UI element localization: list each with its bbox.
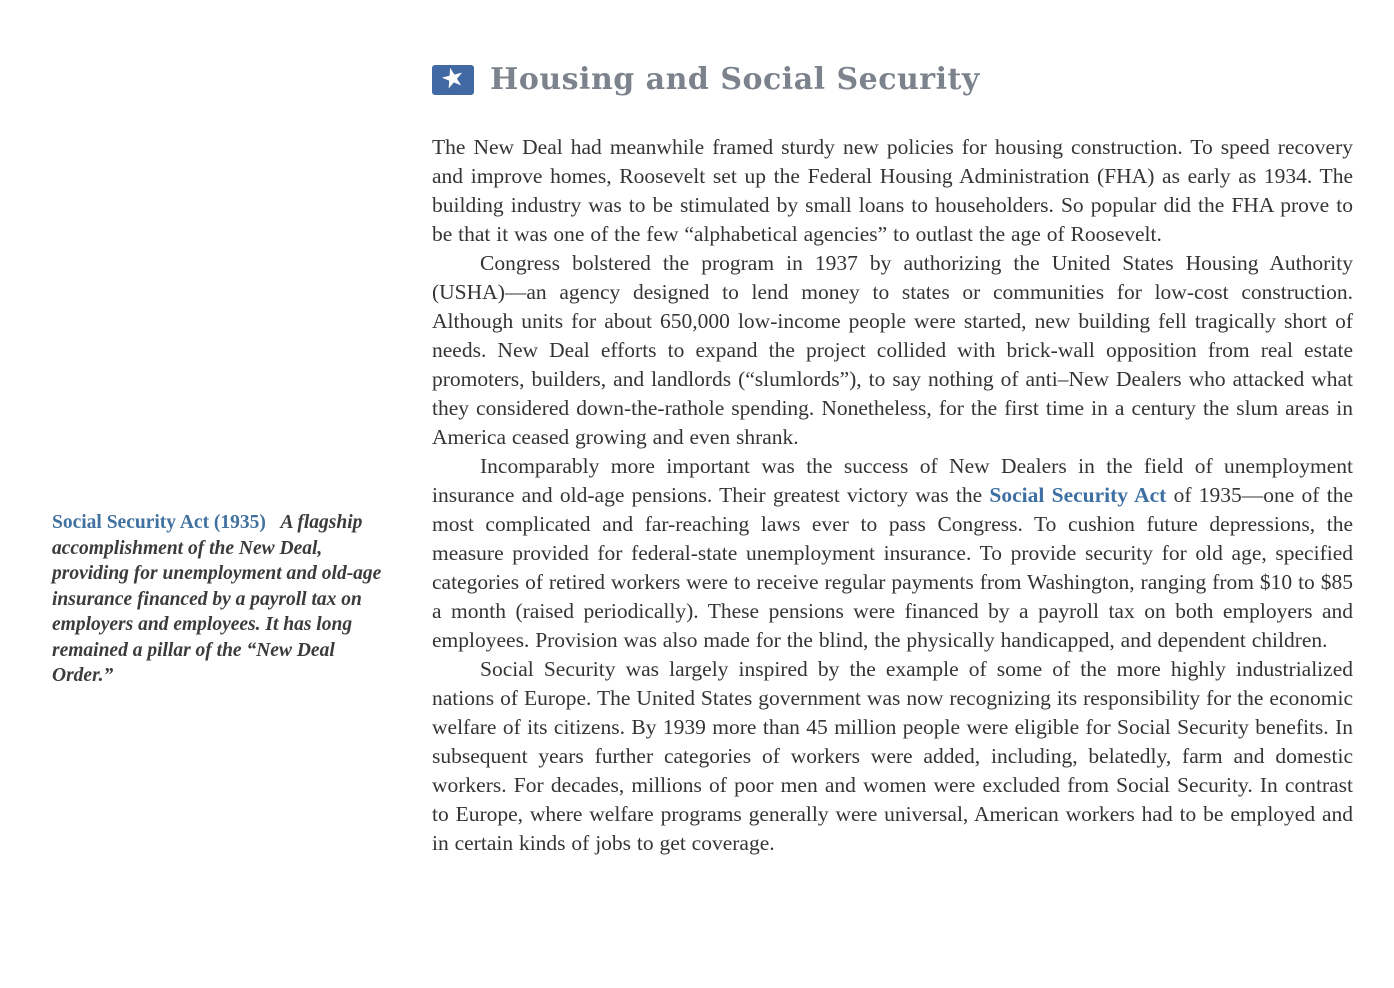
star-badge — [432, 60, 474, 97]
article-body — [432, 133, 1353, 858]
margin-note-definition: A flagship accomplishment of the New Deal, providing for unemployment and old-age insurance financed by a payroll tax on employers and employees. It has long remained a pillar of the “New Deal Order.” — [52, 512, 382, 686]
margin-note-spacer — [271, 512, 281, 533]
paragraph-usha: Congress bolstered the program in 1937 by authorizing the United States Housing Authority (USHA)—an agency designed to lend money to states or communities for low-cost construction. Although units for about 650,000 low-income people were started, new building fell tragically short of needs. New Deal efforts to expand the project collided with brick-wall opposition from real estate promoters, builders, and landlords (“slumlords”), to say nothing of anti–New Dealers who attacked what they considered down-the-rathole spending. Nonetheless, for the first time in a century the slum areas in America ceased growing and even shrank. — [432, 251, 1353, 450]
section-title: Housing and Social Security — [490, 62, 980, 98]
paragraph-text-after-term: of 1935—one of the most complicated and far-reaching laws ever to pass Congress. To cushion future depressions, the measure provided for federal-state unemployment insurance. To provide security for old age, specified categories of retired workers were to receive regular payments from Washington, ranging from $10 to $85 a month (raised periodically). These pensions were financed by a payroll tax on both employers and employees. Provision was also made for the blind, the physically handicapped, and dependent children. — [432, 483, 1353, 653]
star-icon: ★ — [437, 60, 469, 97]
paragraph-housing-fha: The New Deal had meanwhile framed sturdy new policies for housing construction. To speed recovery and improve homes, Roosevelt set up the Federal Housing Administration (FHA) as early as 1934. The building industry was to be stimulated by small loans to householders. So popular did the FHA prove to be that it was one of the few “alphabetical agencies” to outlast the age of Roosevelt. — [432, 135, 1353, 247]
margin-note — [52, 510, 382, 689]
section-header — [432, 42, 1353, 117]
main-column — [432, 42, 1353, 858]
paragraph-text-before-term: Incomparably more important was the success of New Dealers in the field of unemployment insurance and old-age pensions. Their greatest victory was the — [432, 454, 1353, 508]
paragraph-social-security-impact: Social Security was largely inspired by the example of some of the more highly industrialized nations of Europe. The United States government was now recognizing its responsibility for the economic welfare of its citizens. By 1939 more than 45 million people were eligible for Social Security benefits. In subsequent years further categories of workers were added, including, belatedly, farm and domestic workers. For decades, millions of poor men and women were excluded from Social Security. In contrast to Europe, where welfare programs generally were universal, American workers had to be employed and in certain kinds of jobs to get coverage. — [432, 657, 1353, 856]
margin-note-term: Social Security Act (1935) — [52, 512, 266, 533]
key-term-social-security-act: Social Security Act — [989, 483, 1167, 508]
paragraph-social-security-act — [432, 452, 1353, 655]
